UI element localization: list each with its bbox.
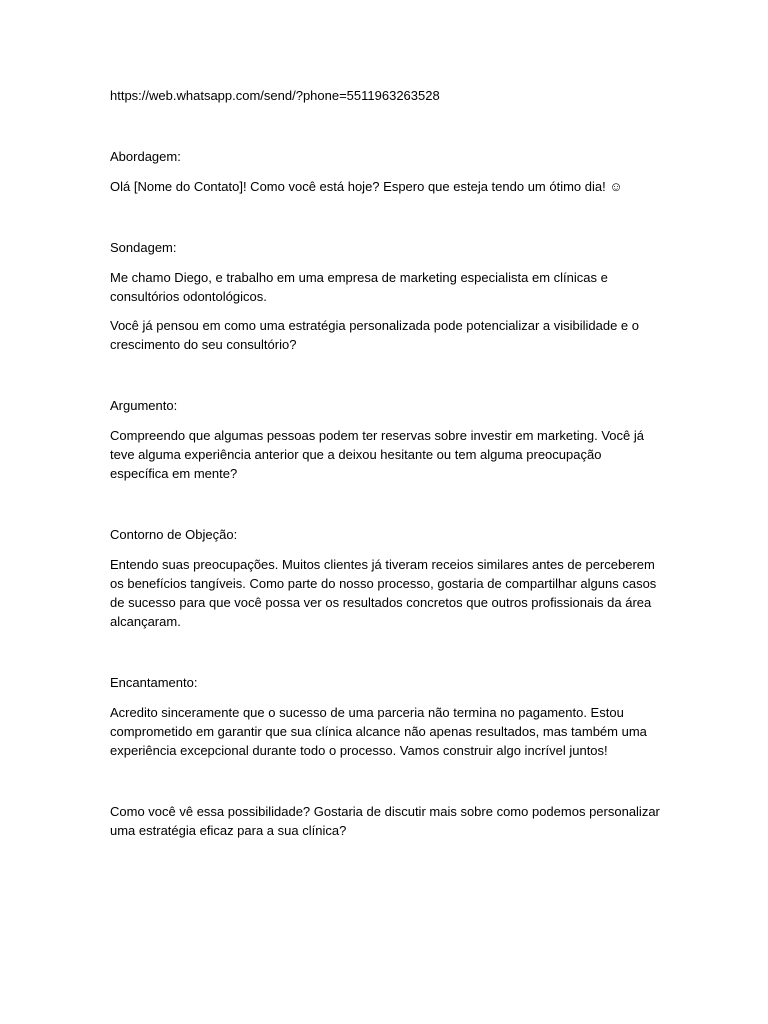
paragraph-line: comprometido em garantir que sua clínica alcance não apenas resultados, mas também uma [110, 724, 647, 739]
whatsapp-url[interactable]: https://web.whatsapp.com/send/?phone=5511963263528 [110, 88, 440, 103]
paragraph-line: crescimento do seu consultório? [110, 337, 297, 352]
paragraph-line: Entendo suas preocupações. Muitos clientes já tiveram receios similares antes de perceberem [110, 557, 655, 572]
paragraph-line: uma estratégia eficaz para a sua clínica? [110, 823, 347, 838]
section-heading-sondagem: Sondagem: [110, 240, 177, 255]
section-paragraph [110, 555, 670, 631]
paragraph-line: os benefícios tangíveis. Como parte do nosso processo, gostaria de compartilhar alguns casos [110, 576, 657, 591]
section-paragraph [110, 703, 670, 760]
section-paragraph [110, 268, 670, 306]
paragraph-line: específica em mente? [110, 466, 238, 481]
paragraph-line: Compreendo que algumas pessoas podem ter reservas sobre investir em marketing. Você já [110, 428, 644, 443]
paragraph-line: teve alguma experiência anterior que a deixou hesitante ou tem alguma preocupação [110, 447, 602, 462]
closing-paragraph [110, 802, 670, 840]
paragraph-line: consultórios odontológicos. [110, 289, 267, 304]
paragraph-line: alcançaram. [110, 614, 181, 629]
paragraph-line: Me chamo Diego, e trabalho em uma empresa de marketing especialista em clínicas e [110, 270, 608, 285]
paragraph-line: experiência excepcional durante todo o processo. Vamos construir algo incrível juntos! [110, 743, 608, 758]
paragraph-line: Acredito sinceramente que o sucesso de uma parceria não termina no pagamento. Estou [110, 705, 624, 720]
paragraph-line: Você já pensou em como uma estratégia personalizada pode potencializar a visibilidade e o [110, 318, 639, 333]
section-heading-contorno-de-objecao: Contorno de Objeção: [110, 527, 238, 542]
section-heading-encantamento: Encantamento: [110, 675, 198, 690]
section-paragraph [110, 316, 670, 354]
section-paragraph [110, 426, 670, 483]
section-heading-argumento: Argumento: [110, 398, 178, 413]
document-page [110, 86, 670, 840]
paragraph-line: de sucesso para que você possa ver os resultados concretos que outros profissionais da área [110, 595, 652, 610]
section-paragraph [110, 177, 670, 196]
section-heading-abordagem: Abordagem: [110, 149, 181, 164]
paragraph-line: Olá [Nome do Contato]! Como você está hoje? Espero que esteja tendo um ótimo dia! ☺ [110, 179, 623, 194]
paragraph-line: Como você vê essa possibilidade? Gostaria de discutir mais sobre como podemos personalizar [110, 804, 660, 819]
